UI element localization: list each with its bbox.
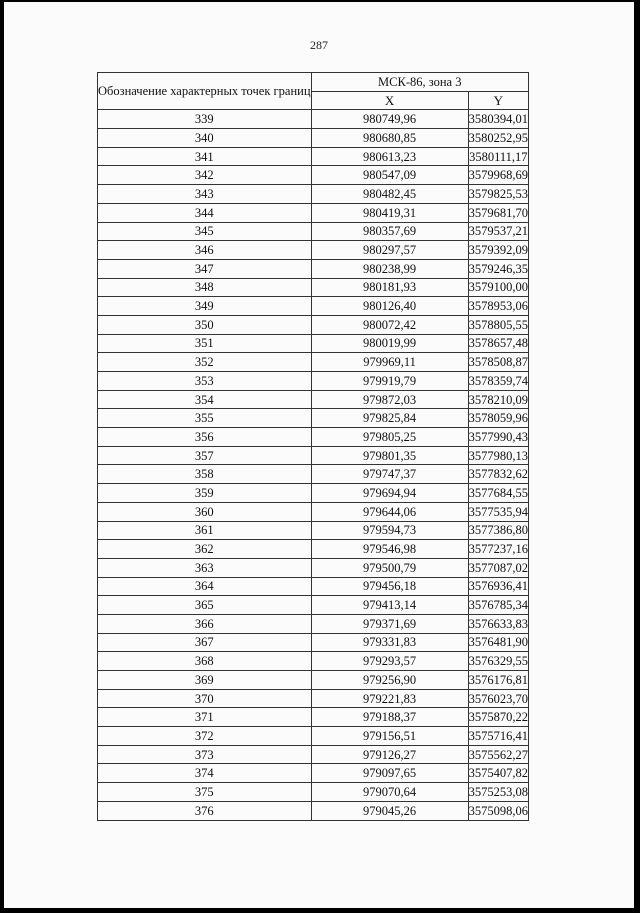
header-coordinate-system: МСК-86, зона 3 xyxy=(311,73,528,92)
x-coordinate-cell: 979413,14 xyxy=(311,596,468,615)
y-coordinate-cell: 3577237,16 xyxy=(468,540,528,559)
x-coordinate-cell: 979872,03 xyxy=(311,390,468,409)
table-header xyxy=(98,73,529,110)
x-coordinate-cell: 980126,40 xyxy=(311,297,468,316)
point-id-cell: 369 xyxy=(98,671,312,690)
y-coordinate-cell: 3579100,00 xyxy=(468,278,528,297)
x-coordinate-cell: 980482,45 xyxy=(311,185,468,204)
point-id-cell: 351 xyxy=(98,334,312,353)
x-coordinate-cell: 980238,99 xyxy=(311,259,468,278)
point-id-cell: 362 xyxy=(98,540,312,559)
x-coordinate-cell: 980613,23 xyxy=(311,147,468,166)
table-row xyxy=(98,801,529,820)
x-coordinate-cell: 980297,57 xyxy=(311,241,468,260)
x-coordinate-cell: 979825,84 xyxy=(311,409,468,428)
point-id-cell: 358 xyxy=(98,465,312,484)
x-coordinate-cell: 979594,73 xyxy=(311,521,468,540)
table-row xyxy=(98,129,529,148)
table-row xyxy=(98,334,529,353)
y-coordinate-cell: 3578953,06 xyxy=(468,297,528,316)
x-coordinate-cell: 979805,25 xyxy=(311,428,468,447)
document-page xyxy=(4,2,634,908)
table-row xyxy=(98,614,529,633)
x-coordinate-cell: 980749,96 xyxy=(311,110,468,129)
y-coordinate-cell: 3578210,09 xyxy=(468,390,528,409)
point-id-cell: 352 xyxy=(98,353,312,372)
point-id-cell: 349 xyxy=(98,297,312,316)
point-id-cell: 370 xyxy=(98,689,312,708)
y-coordinate-cell: 3579825,53 xyxy=(468,185,528,204)
x-coordinate-cell: 979644,06 xyxy=(311,502,468,521)
y-coordinate-cell: 3575253,08 xyxy=(468,783,528,802)
table-row xyxy=(98,764,529,783)
point-id-cell: 366 xyxy=(98,614,312,633)
x-coordinate-cell: 980419,31 xyxy=(311,203,468,222)
point-id-cell: 348 xyxy=(98,278,312,297)
y-coordinate-cell: 3579392,09 xyxy=(468,241,528,260)
table-row xyxy=(98,147,529,166)
point-id-cell: 360 xyxy=(98,502,312,521)
table-row xyxy=(98,652,529,671)
y-coordinate-cell: 3576633,83 xyxy=(468,614,528,633)
x-coordinate-cell: 979045,26 xyxy=(311,801,468,820)
x-coordinate-cell: 980072,42 xyxy=(311,315,468,334)
x-coordinate-cell: 979188,37 xyxy=(311,708,468,727)
y-coordinate-cell: 3576329,55 xyxy=(468,652,528,671)
x-coordinate-cell: 979546,98 xyxy=(311,540,468,559)
header-y: Y xyxy=(468,91,528,110)
point-id-cell: 343 xyxy=(98,185,312,204)
table-row xyxy=(98,428,529,447)
point-id-cell: 363 xyxy=(98,558,312,577)
x-coordinate-cell: 979126,27 xyxy=(311,745,468,764)
x-coordinate-cell: 980357,69 xyxy=(311,222,468,241)
x-coordinate-cell: 979371,69 xyxy=(311,614,468,633)
table-row xyxy=(98,166,529,185)
table-row xyxy=(98,596,529,615)
x-coordinate-cell: 979969,11 xyxy=(311,353,468,372)
y-coordinate-cell: 3580111,17 xyxy=(468,147,528,166)
table-row xyxy=(98,689,529,708)
y-coordinate-cell: 3576481,90 xyxy=(468,633,528,652)
y-coordinate-cell: 3577087,02 xyxy=(468,558,528,577)
y-coordinate-cell: 3578059,96 xyxy=(468,409,528,428)
point-id-cell: 367 xyxy=(98,633,312,652)
table-row xyxy=(98,315,529,334)
point-id-cell: 342 xyxy=(98,166,312,185)
table-row xyxy=(98,521,529,540)
table-row xyxy=(98,484,529,503)
header-boundary-points: Обозначение характерных точек границ xyxy=(98,73,312,110)
table-row xyxy=(98,465,529,484)
y-coordinate-cell: 3575098,06 xyxy=(468,801,528,820)
x-coordinate-cell: 979221,83 xyxy=(311,689,468,708)
table-row xyxy=(98,259,529,278)
x-coordinate-cell: 979097,65 xyxy=(311,764,468,783)
table-row xyxy=(98,783,529,802)
y-coordinate-cell: 3575716,41 xyxy=(468,727,528,746)
table-row xyxy=(98,353,529,372)
y-coordinate-cell: 3577386,80 xyxy=(468,521,528,540)
table-row xyxy=(98,502,529,521)
y-coordinate-cell: 3577684,55 xyxy=(468,484,528,503)
y-coordinate-cell: 3578359,74 xyxy=(468,372,528,391)
table-row xyxy=(98,203,529,222)
point-id-cell: 368 xyxy=(98,652,312,671)
x-coordinate-cell: 979694,94 xyxy=(311,484,468,503)
table-row xyxy=(98,409,529,428)
x-coordinate-cell: 979500,79 xyxy=(311,558,468,577)
y-coordinate-cell: 3579537,21 xyxy=(468,222,528,241)
table-row xyxy=(98,540,529,559)
point-id-cell: 339 xyxy=(98,110,312,129)
table-row xyxy=(98,745,529,764)
point-id-cell: 353 xyxy=(98,372,312,391)
table-row xyxy=(98,110,529,129)
x-coordinate-cell: 980547,09 xyxy=(311,166,468,185)
table-row xyxy=(98,372,529,391)
table-row xyxy=(98,278,529,297)
y-coordinate-cell: 3578657,48 xyxy=(468,334,528,353)
y-coordinate-cell: 3577980,13 xyxy=(468,446,528,465)
y-coordinate-cell: 3580252,95 xyxy=(468,129,528,148)
y-coordinate-cell: 3575407,82 xyxy=(468,764,528,783)
point-id-cell: 350 xyxy=(98,315,312,334)
x-coordinate-cell: 980181,93 xyxy=(311,278,468,297)
y-coordinate-cell: 3575562,27 xyxy=(468,745,528,764)
y-coordinate-cell: 3580394,01 xyxy=(468,110,528,129)
point-id-cell: 355 xyxy=(98,409,312,428)
table-row xyxy=(98,727,529,746)
x-coordinate-cell: 980680,85 xyxy=(311,129,468,148)
table-row xyxy=(98,185,529,204)
y-coordinate-cell: 3576785,34 xyxy=(468,596,528,615)
table-row xyxy=(98,633,529,652)
point-id-cell: 364 xyxy=(98,577,312,596)
point-id-cell: 375 xyxy=(98,783,312,802)
point-id-cell: 361 xyxy=(98,521,312,540)
x-coordinate-cell: 979456,18 xyxy=(311,577,468,596)
point-id-cell: 376 xyxy=(98,801,312,820)
table-row xyxy=(98,241,529,260)
point-id-cell: 357 xyxy=(98,446,312,465)
point-id-cell: 340 xyxy=(98,129,312,148)
point-id-cell: 344 xyxy=(98,203,312,222)
point-id-cell: 372 xyxy=(98,727,312,746)
point-id-cell: 356 xyxy=(98,428,312,447)
table-body xyxy=(98,110,529,820)
table-row xyxy=(98,671,529,690)
y-coordinate-cell: 3577832,62 xyxy=(468,465,528,484)
table-row xyxy=(98,222,529,241)
x-coordinate-cell: 979156,51 xyxy=(311,727,468,746)
y-coordinate-cell: 3578508,87 xyxy=(468,353,528,372)
x-coordinate-cell: 979747,37 xyxy=(311,465,468,484)
point-id-cell: 373 xyxy=(98,745,312,764)
table-row xyxy=(98,446,529,465)
y-coordinate-cell: 3577535,94 xyxy=(468,502,528,521)
y-coordinate-cell: 3576176,81 xyxy=(468,671,528,690)
point-id-cell: 347 xyxy=(98,259,312,278)
x-coordinate-cell: 979801,35 xyxy=(311,446,468,465)
x-coordinate-cell: 979070,64 xyxy=(311,783,468,802)
header-x: X xyxy=(311,91,468,110)
y-coordinate-cell: 3579968,69 xyxy=(468,166,528,185)
point-id-cell: 345 xyxy=(98,222,312,241)
y-coordinate-cell: 3575870,22 xyxy=(468,708,528,727)
x-coordinate-cell: 980019,99 xyxy=(311,334,468,353)
x-coordinate-cell: 979331,83 xyxy=(311,633,468,652)
table-row xyxy=(98,558,529,577)
page-number: 287 xyxy=(310,38,328,52)
point-id-cell: 371 xyxy=(98,708,312,727)
point-id-cell: 354 xyxy=(98,390,312,409)
table-row xyxy=(98,390,529,409)
table-row xyxy=(98,577,529,596)
y-coordinate-cell: 3579246,35 xyxy=(468,259,528,278)
x-coordinate-cell: 979293,57 xyxy=(311,652,468,671)
coordinates-table xyxy=(97,72,529,821)
y-coordinate-cell: 3577990,43 xyxy=(468,428,528,447)
table-row xyxy=(98,297,529,316)
x-coordinate-cell: 979256,90 xyxy=(311,671,468,690)
y-coordinate-cell: 3578805,55 xyxy=(468,315,528,334)
point-id-cell: 365 xyxy=(98,596,312,615)
x-coordinate-cell: 979919,79 xyxy=(311,372,468,391)
point-id-cell: 374 xyxy=(98,764,312,783)
point-id-cell: 359 xyxy=(98,484,312,503)
table-row xyxy=(98,708,529,727)
y-coordinate-cell: 3579681,70 xyxy=(468,203,528,222)
y-coordinate-cell: 3576936,41 xyxy=(468,577,528,596)
y-coordinate-cell: 3576023,70 xyxy=(468,689,528,708)
point-id-cell: 341 xyxy=(98,147,312,166)
point-id-cell: 346 xyxy=(98,241,312,260)
